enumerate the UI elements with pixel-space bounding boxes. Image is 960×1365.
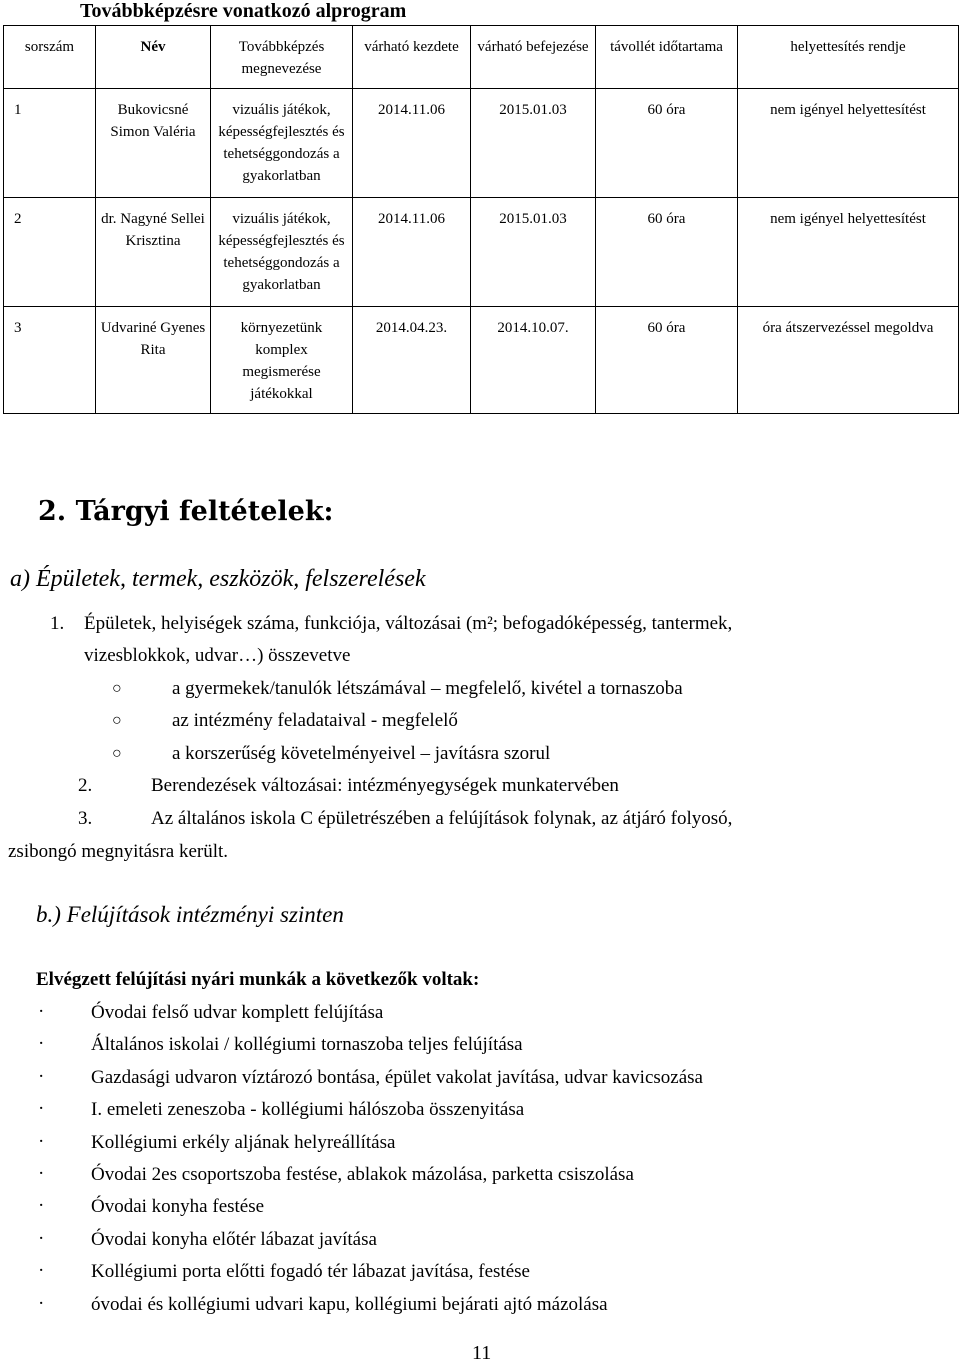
- table-cell: 2014.11.06: [353, 198, 471, 307]
- table-cell: nem igényel helyettesítést: [738, 198, 959, 307]
- list-item: Gazdasági udvaron víztározó bontása, épület vakolat javítása, udvar kavicsozása: [91, 1067, 703, 1088]
- list-item: az intézmény feladataival - megfelelő: [172, 710, 458, 731]
- table-header-row: [4, 26, 959, 89]
- table-row: [4, 89, 959, 198]
- bullet-dot-icon: ·: [38, 1098, 45, 1119]
- paragraph-text: vizesblokkok, udvar…) összevetve: [84, 645, 351, 666]
- paragraph-text: Épületek, helyiségek száma, funkciója, változásai (m²; befogadóképesség, tantermek,: [84, 613, 733, 634]
- header-cell: várható kezdete: [353, 26, 471, 89]
- list-item: óvodai és kollégiumi udvari kapu, kollégiumi bejárati ajtó mázolása: [91, 1294, 608, 1315]
- table-cell: 60 óra: [596, 198, 738, 307]
- list-item: Óvodai 2es csoportszoba festése, ablakok mázolása, parketta csiszolása: [91, 1164, 634, 1185]
- circle-bullet-icon: ○: [112, 745, 122, 762]
- list-item: a gyermekek/tanulók létszámával – megfelelő, kivétel a tornaszoba: [172, 678, 683, 699]
- table-cell: 2015.01.03: [471, 89, 596, 198]
- list-item: a korszerűség követelményeivel – javításra szorul: [172, 743, 551, 764]
- bullet-dot-icon: ·: [38, 1001, 45, 1022]
- subsection-a-heading: a) Épületek, termek, eszközök, felszerelések: [10, 566, 426, 592]
- table-cell: vizuális játékok, képességfejlesztés és tehetséggondozás a gyakorlatban: [211, 198, 353, 307]
- works-title: Elvégzett felújítási nyári munkák a következők voltak:: [36, 969, 480, 990]
- page-number: 11: [472, 1342, 492, 1364]
- table-row: [4, 198, 959, 307]
- header-cell: Továbbképzés megnevezése: [211, 26, 353, 89]
- bullet-dot-icon: ·: [38, 1228, 45, 1249]
- list-item: Óvodai konyha festése: [91, 1196, 265, 1217]
- paragraph-number: 1.: [50, 613, 65, 634]
- bullet-dot-icon: ·: [38, 1260, 45, 1281]
- table-cell: 2014.04.23.: [353, 307, 471, 414]
- paragraph-number: 3.: [78, 808, 93, 829]
- table-cell: nem igényel helyettesítést: [738, 89, 959, 198]
- list-item: Óvodai felső udvar komplett felújítása: [91, 1002, 384, 1023]
- table-row: [4, 307, 959, 414]
- header-cell: Név: [96, 26, 211, 89]
- header-cell: távollét időtartama: [596, 26, 738, 89]
- circle-bullet-icon: ○: [112, 680, 122, 697]
- list-item: I. emeleti zeneszoba - kollégiumi hálószoba összenyitása: [91, 1099, 525, 1120]
- table-cell: 60 óra: [596, 89, 738, 198]
- page-title: Továbbképzésre vonatkozó alprogram: [80, 0, 407, 22]
- table-cell: vizuális játékok, képességfejlesztés és tehetséggondozás a gyakorlatban: [211, 89, 353, 198]
- bullet-dot-icon: ·: [38, 1163, 45, 1184]
- table-cell: 1: [4, 89, 96, 198]
- table-cell: 3: [4, 307, 96, 414]
- header-cell: helyettesítés rendje: [738, 26, 959, 89]
- bullet-dot-icon: ·: [38, 1033, 45, 1054]
- section-heading: 2. Tárgyi feltételek:: [38, 496, 334, 527]
- list-item: Óvodai konyha előtér lábazat javítása: [91, 1229, 377, 1250]
- bullet-dot-icon: ·: [38, 1131, 45, 1152]
- bullet-dot-icon: ·: [38, 1066, 45, 1087]
- table-cell: óra átszervezéssel megoldva: [738, 307, 959, 414]
- header-cell: sorszám: [4, 26, 96, 89]
- table-cell: környezetünk komplex megismerése játékokkal: [211, 307, 353, 414]
- table-cell: 60 óra: [596, 307, 738, 414]
- header-cell: várható befejezése: [471, 26, 596, 89]
- training-table: [3, 25, 959, 414]
- paragraph-text: Az általános iskola C épületrészében a felújítások folynak, az átjáró folyosó,: [151, 808, 733, 829]
- circle-bullet-icon: ○: [112, 712, 122, 729]
- bullet-dot-icon: ·: [38, 1293, 45, 1314]
- table-cell: Udvariné Gyenes Rita: [96, 307, 211, 414]
- table-cell: 2014.10.07.: [471, 307, 596, 414]
- subsection-b-heading: b.) Felújítások intézményi szinten: [36, 902, 344, 927]
- paragraph-number: 2.: [78, 775, 93, 796]
- paragraph-text: zsibongó megnyitásra került.: [8, 841, 229, 862]
- list-item: Általános iskolai / kollégiumi tornaszoba teljes felújítása: [91, 1034, 523, 1055]
- table-cell: Bukovicsné Simon Valéria: [96, 89, 211, 198]
- table-cell: 2: [4, 198, 96, 307]
- table-cell: 2014.11.06: [353, 89, 471, 198]
- table-cell: 2015.01.03: [471, 198, 596, 307]
- bullet-dot-icon: ·: [38, 1195, 45, 1216]
- list-item: Kollégiumi porta előtti fogadó tér lábazat javítása, festése: [91, 1261, 530, 1282]
- table-cell: dr. Nagyné Sellei Krisztina: [96, 198, 211, 307]
- list-item: Kollégiumi erkély aljának helyreállítása: [91, 1132, 396, 1153]
- paragraph-text: Berendezések változásai: intézményegységek munkatervében: [151, 775, 619, 796]
